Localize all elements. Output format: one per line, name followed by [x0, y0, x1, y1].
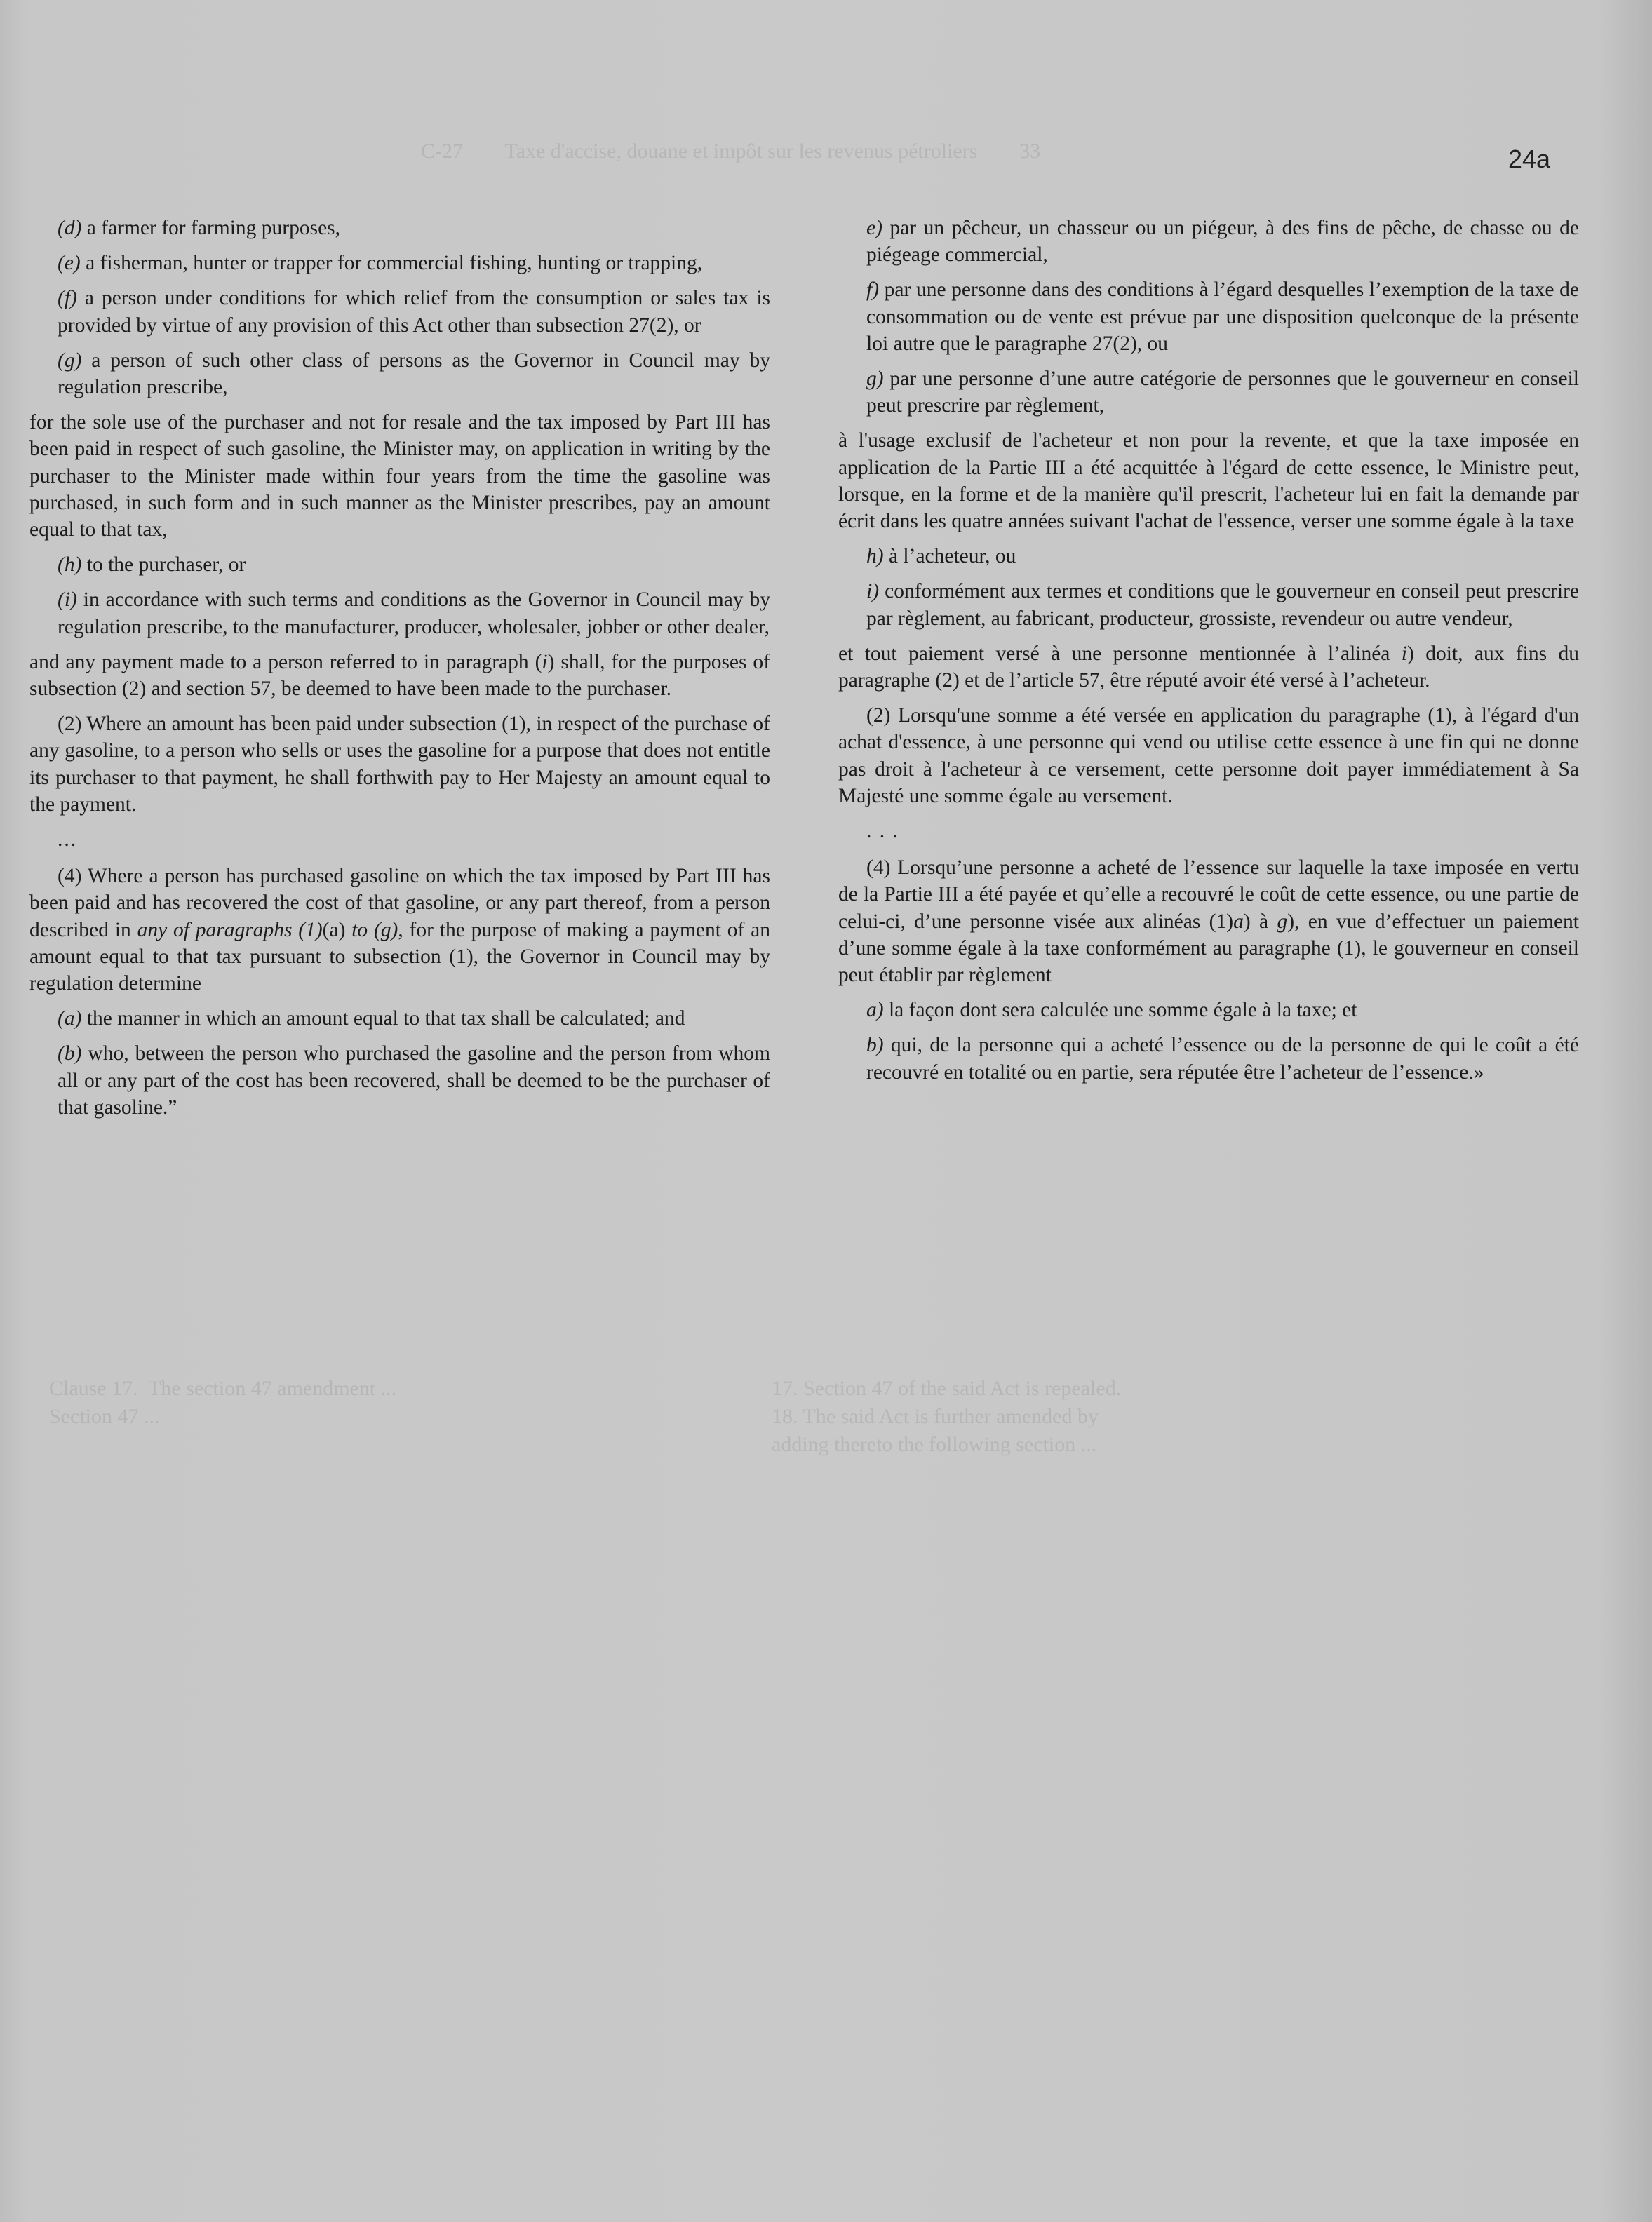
subsection-2: (2) Where an amount has been paid under subsection (1), in respect of the purchase of any gasoline, to a person who sells or uses the gasoline for a purpose that does not entitle its purchaser to that payment, he shall forthwith pay to Her Majesty an amount equal to the payment.: [29, 713, 770, 816]
alinea-g: g) par une personne d’une autre catégorie de personnes que le gouverneur en conseil peut prescrire par règlement,: [866, 368, 1579, 417]
alinea-e: e) par un pêcheur, un chasseur ou un piégeur, à des fins de pêche, de chasse ou de piégeage commercial,: [866, 217, 1579, 267]
alinea-a: a) la façon dont sera calculée une somme égale à la taxe; et: [866, 999, 1357, 1022]
page-number: 24a: [1508, 144, 1551, 173]
clause-d: (d) a farmer for farming purposes,: [58, 217, 341, 239]
body-text: and any payment made to a person referred to in paragraph (i) shall, for the purposes of subsection (2) and section 57, be deemed to have been made to the purchaser.: [29, 650, 770, 701]
clause-a: (a) the manner in which an amount equal to that tax shall be calculated; and: [58, 1007, 685, 1030]
english-column: [29, 215, 770, 1129]
body-text: for the sole use of the purchaser and not for resale and the tax imposed by Part III has been paid in respect of such gasoline, the Minister may, on application in writing by the purchaser to the Minister made within four years from the time the gasoline was purchased, in such form and in such manner as the Minister prescribes, pay an amount equal to that tax,: [29, 411, 770, 541]
texte-corps: et tout paiement versé à une personne mentionnée à l’alinéa i) doit, aux fins du paragraphe (2) et de l’article 57, être réputé avoir été versé à l’acheteur.: [838, 642, 1580, 692]
paragraphe-4: (4) Lorsqu’une personne a acheté de l’essence sur laquelle la taxe imposée en vertu de la Partie III a été payée et qu’elle a recouvré le coût de cette essence, ou une partie de celui-ci, d’une personne visée aux alinéas (1)a) à g), en vue d’effectuer un paiement d’une somme égale à la taxe conformément au paragraphe (1), le gouverneur en conseil peut établir par règlement: [838, 856, 1580, 987]
bleed-through-mid: 17. Section 47 of the said Act is repealed. 18. The said Act is further amended by adding thereto the following section ...: [772, 1377, 1122, 1456]
clause-h: (h) to the purchaser, or: [58, 553, 246, 577]
clause-e: (e) a fisherman, hunter or trapper for commercial fishing, hunting or trapping,: [58, 252, 703, 275]
clause-b: (b) who, between the person who purchased the gasoline and the person from whom all or any part of the cost has been recovered, shall be deemed to be the purchaser of that gasoline.”: [58, 1042, 770, 1119]
paragraphe-2: (2) Lorsqu'une somme a été versée en application du paragraphe (1), à l'égard d'un achat d'essence, à une personne qui vend ou utilise cette essence à une fin qui ne donne pas droit à l'acheteur à ce versement, cette personne doit payer immédiatement à Sa Majesté une somme égale au versement.: [838, 704, 1579, 807]
ellipsis: ...: [58, 828, 78, 851]
texte-corps: à l'usage exclusif de l'acheteur et non pour la revente, et que la taxe imposée en application de la Partie III a été acquittée à l'égard de cette essence, le Ministre peut, lorsque, en la forme et de la manière qu'il prescrit, l'acheteur lui en fait la demande par écrit dans les quatre années suivant l'achat de l'essence, verser une somme égale à la taxe: [838, 429, 1579, 533]
alinea-i: i) conformément aux termes et conditions que le gouverneur en conseil peut prescrire par règlement, au fabricant, producteur, grossiste, revendeur ou autre vendeur,: [866, 580, 1579, 630]
alinea-b: b) qui, de la personne qui a acheté l’essence ou de la personne de qui le coût a été recouvré en totalité ou en partie, sera réputée être l’acheteur de l’essence.»: [866, 1034, 1579, 1084]
alinea-h: h) à l’acheteur, ou: [866, 545, 1016, 568]
french-column: [838, 215, 1579, 1094]
clause-i: (i) in accordance with such terms and conditions as the Governor in Council may by regulation prescribe, to the manufacturer, producer, wholesaler, jobber or other dealer,: [58, 588, 770, 638]
bleed-through-header: C-27 Taxe d'accise, douane et impôt sur les revenus pétroliers 33: [421, 140, 1041, 163]
bleed-through-left: Clause 17. The section 47 amendment ... Section 47 ...: [49, 1377, 397, 1428]
clause-f: (f) a person under conditions for which relief from the consumption or sales tax is provided by virtue of any provision of this Act other than subsection 27(2), or: [58, 287, 770, 337]
subsection-4: (4) Where a person has purchased gasoline on which the tax imposed by Part III has been paid and has recovered the cost of that gasoline, or any part thereof, from a person described in any of paragraphs (1)(a) to (g), for the purpose of making a payment of an amount equal to that tax pursuant to subsection (1), the Governor in Council may by regulation determine: [29, 865, 771, 995]
clause-g: (g) a person of such other class of persons as the Governor in Council may by regulation prescribe,: [58, 349, 770, 399]
alinea-f: f) par une personne dans des conditions à l’égard desquelles l’exemption de la taxe de consommation ou de vente est prévue par une disposition quelconque de la présente loi autre que le paragraphe 27(2), ou: [866, 278, 1579, 355]
ellipsis: . . .: [866, 820, 899, 843]
